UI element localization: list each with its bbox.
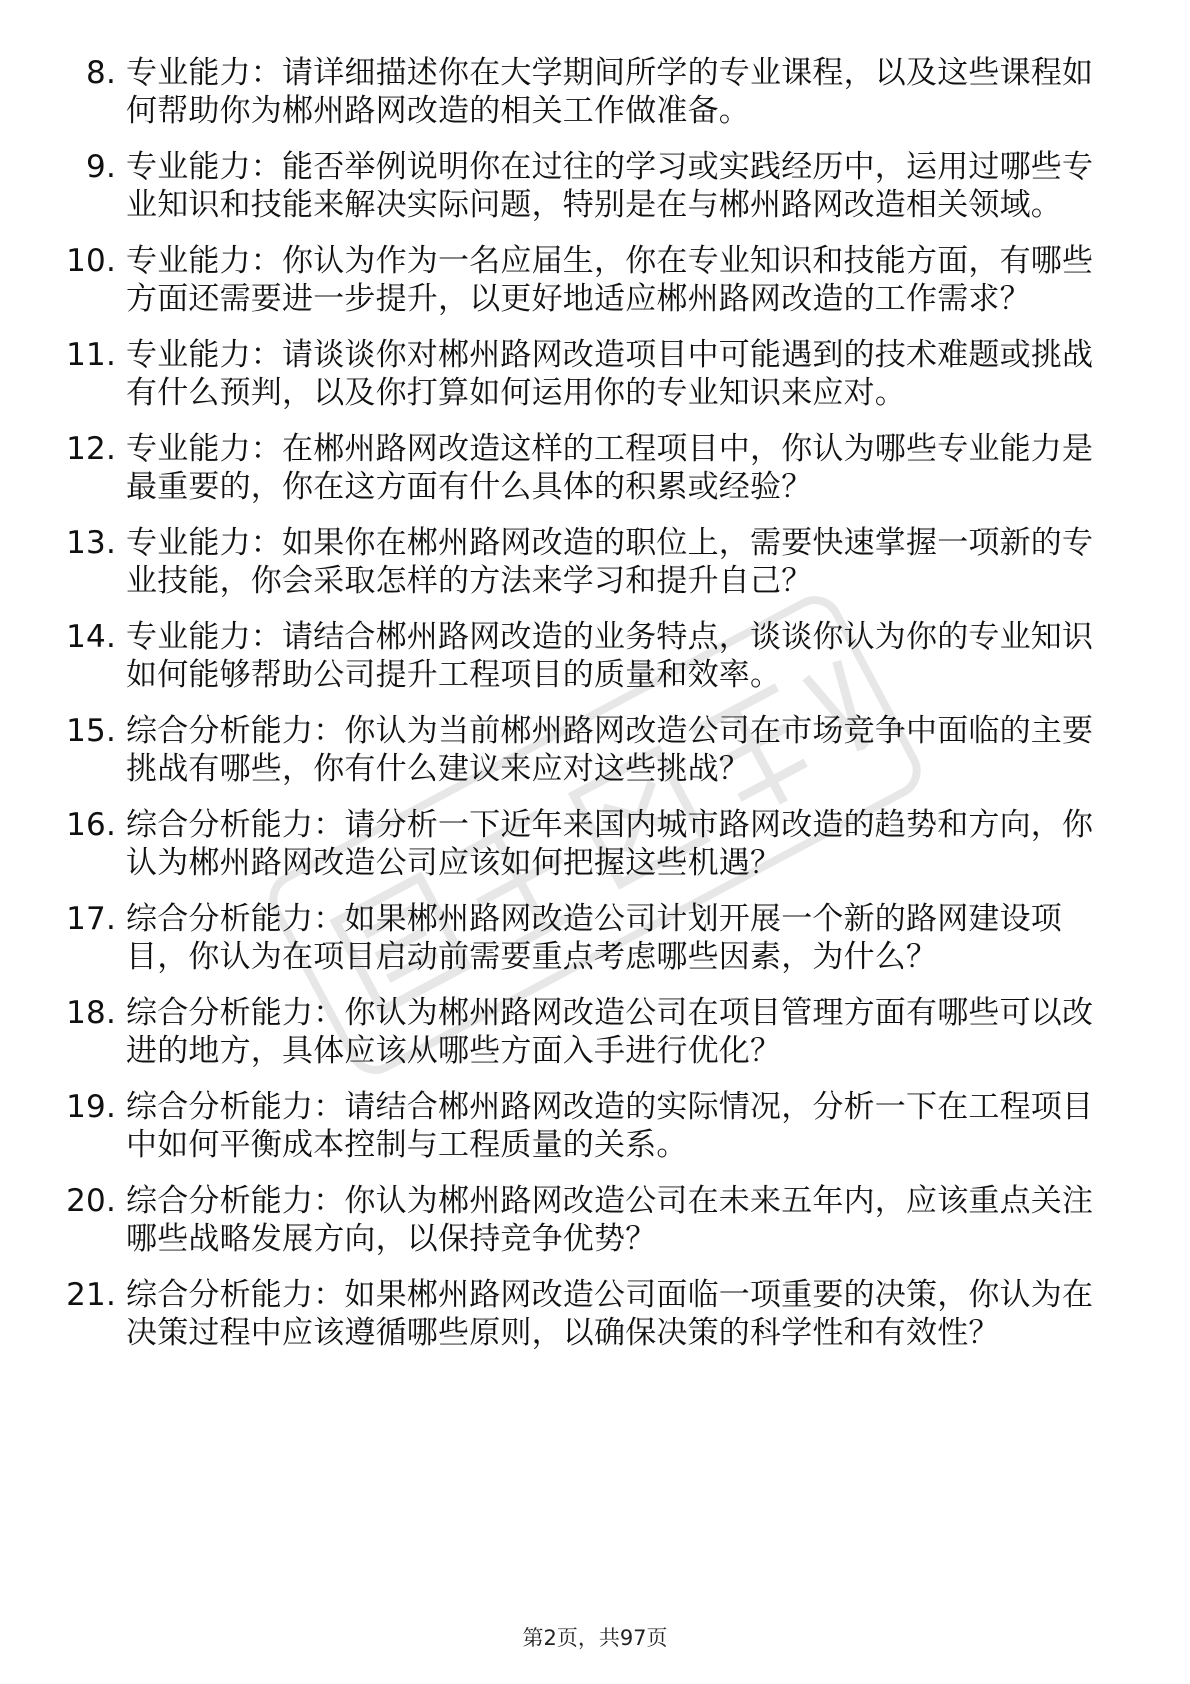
question-number: 10. (66, 243, 116, 279)
question-item (58, 900, 1118, 976)
question-item (58, 1276, 1118, 1352)
question-item (58, 336, 1118, 412)
question-number: 8. (86, 55, 116, 91)
question-number: 17. (66, 901, 116, 937)
question-text: 综合分析能力：你认为当前郴州路网改造公司在市场竞争中面临的主要挑战有哪些，你有什么建议来应对这些挑战？ (126, 713, 1094, 787)
question-number: 21. (66, 1277, 116, 1313)
question-text: 综合分析能力：如果郴州路网改造公司计划开展一个新的路网建设项目，你认为在项目启动前需要重点考虑哪些因素，为什么？ (126, 901, 1062, 975)
question-item (58, 54, 1118, 130)
question-text: 综合分析能力：你认为郴州路网改造公司在项目管理方面有哪些可以改进的地方，具体应该从哪些方面入手进行优化？ (126, 995, 1094, 1069)
question-number: 15. (66, 713, 116, 749)
question-text: 专业能力：请详细描述你在大学期间所学的专业课程，以及这些课程如何帮助你为郴州路网改造的相关工作做准备。 (126, 55, 1094, 129)
question-text: 综合分析能力：如果郴州路网改造公司面临一项重要的决策，你认为在决策过程中应该遵循哪些原则，以确保决策的科学性和有效性？ (126, 1277, 1094, 1351)
question-number: 9. (86, 149, 116, 185)
question-item (58, 524, 1118, 600)
question-text: 综合分析能力：你认为郴州路网改造公司在未来五年内，应该重点关注哪些战略发展方向，以保持竞争优势？ (126, 1183, 1094, 1257)
question-text: 综合分析能力：请结合郴州路网改造的实际情况，分析一下在工程项目中如何平衡成本控制与工程质量的关系。 (126, 1089, 1094, 1163)
question-item (58, 148, 1118, 224)
question-item (58, 994, 1118, 1070)
question-number: 19. (66, 1089, 116, 1125)
question-number: 14. (66, 619, 116, 655)
question-list (58, 54, 1118, 1370)
question-text: 专业能力：请谈谈你对郴州路网改造项目中可能遇到的技术难题或挑战有什么预判，以及你打算如何运用你的专业知识来应对。 (126, 337, 1094, 411)
question-number: 13. (66, 525, 116, 561)
question-text: 综合分析能力：请分析一下近年来国内城市路网改造的趋势和方向，你认为郴州路网改造公司应该如何把握这些机遇？ (126, 807, 1094, 881)
question-text: 专业能力：能否举例说明你在过往的学习或实践经历中，运用过哪些专业知识和技能来解决实际问题，特别是在与郴州路网改造相关领域。 (126, 149, 1094, 223)
question-item (58, 242, 1118, 318)
question-number: 16. (66, 807, 116, 843)
question-number: 11. (66, 337, 116, 373)
question-text: 专业能力：如果你在郴州路网改造的职位上，需要快速掌握一项新的专业技能，你会采取怎样的方法来学习和提升自己？ (126, 525, 1094, 599)
question-item (58, 618, 1118, 694)
question-number: 12. (66, 431, 116, 467)
question-item (58, 806, 1118, 882)
page-footer: 第2页，共97页 (522, 1626, 668, 1650)
question-item (58, 1088, 1118, 1164)
question-item (58, 1182, 1118, 1258)
question-item (58, 430, 1118, 506)
question-text: 专业能力：在郴州路网改造这样的工程项目中，你认为哪些专业能力是最重要的，你在这方面有什么具体的积累或经验？ (126, 431, 1094, 505)
question-text: 专业能力：你认为作为一名应届生，你在专业知识和技能方面，有哪些方面还需要进一步提升，以更好地适应郴州路网改造的工作需求？ (126, 243, 1094, 317)
question-number: 20. (66, 1183, 116, 1219)
question-item (58, 712, 1118, 788)
question-number: 18. (66, 995, 116, 1031)
question-text: 专业能力：请结合郴州路网改造的业务特点，谈谈你认为你的专业知识如何能够帮助公司提升工程项目的质量和效率。 (126, 619, 1094, 693)
